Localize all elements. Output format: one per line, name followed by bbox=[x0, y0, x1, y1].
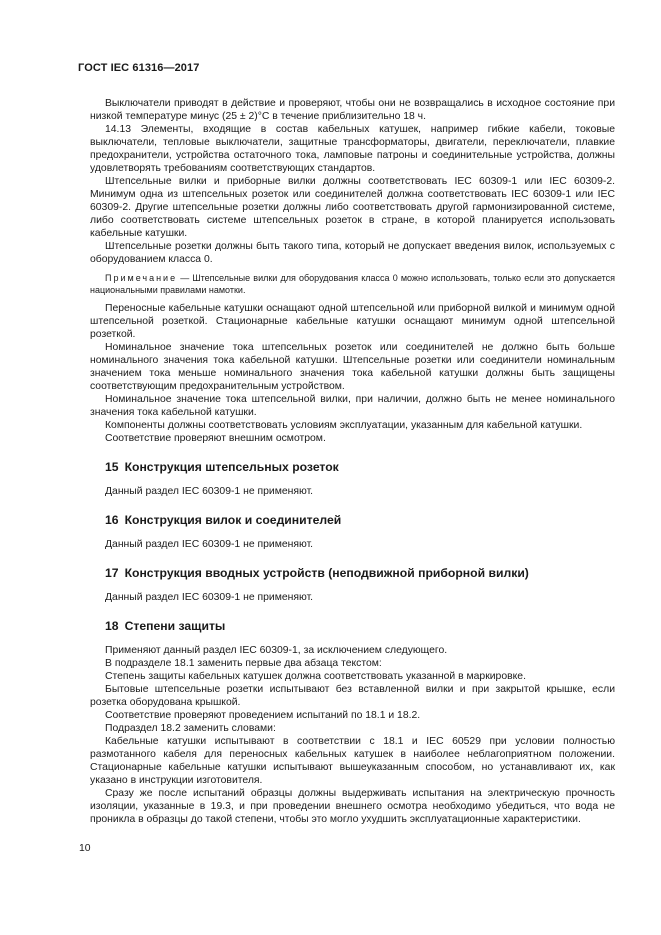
section-heading-15 bbox=[105, 461, 615, 474]
paragraph: Номинальное значение тока штепсельных розеток или соединителей не должно быть больше номинального значения тока кабельной катушки. Штепсельные розетки или соединители номинальным значением тока меньше номинального значения тока кабельной катушки должны быть защищены соответствующим предохранительным устройством. bbox=[90, 342, 615, 392]
paragraph: В подразделе 18.1 заменить первые два абзаца текстом: bbox=[105, 658, 382, 669]
paragraph: Степень защиты кабельных катушек должна соответствовать указанной в маркировке. bbox=[105, 671, 526, 682]
paragraph: Штепсельные розетки должны быть такого типа, который не допускает введения вилок, используемых с оборудованием класса 0. bbox=[90, 241, 615, 265]
section-title: Конструкция вводных устройств (неподвижной приборной вилки) bbox=[124, 566, 529, 580]
paragraph: Подраздел 18.2 заменить словами: bbox=[105, 723, 276, 734]
note-text: — Штепсельные вилки для оборудования класса 0 можно использовать, только если это допускается национальными правилами намотки. bbox=[90, 273, 615, 295]
section-heading-18 bbox=[105, 620, 615, 633]
paragraph: Применяют данный раздел IEC 60309-1, за исключением следующего. bbox=[105, 645, 448, 656]
section-heading-16 bbox=[105, 514, 615, 527]
section-heading-17 bbox=[105, 567, 615, 580]
section-title: Конструкция вилок и соединителей bbox=[124, 513, 342, 527]
paragraph: Кабельные катушки испытывают в соответствии с 18.1 и IEC 60529 при условии полностью размотанного кабеля для переносных кабельных катушек в наиболее неблагоприятном положении. Стационарные кабельные катушки испытывают вышеуказанным способом, но устанавливают их, как указано в инструкции изготовителя. bbox=[90, 736, 615, 786]
paragraph: Данный раздел IEC 60309-1 не применяют. bbox=[105, 486, 314, 497]
paragraph: Бытовые штепсельные розетки испытывают без вставленной вилки и при закрытой крышке, если розетка оборудована крышкой. bbox=[90, 684, 615, 708]
section-number: 16 bbox=[105, 513, 119, 527]
section-title: Конструкция штепсельных розеток bbox=[124, 460, 339, 474]
paragraph: Номинальное значение тока штепсельной вилки, при наличии, должно быть не менее номинального значения тока кабельной катушки. bbox=[90, 394, 615, 418]
paragraph: Соответствие проверяют проведением испытаний по 18.1 и 18.2. bbox=[105, 710, 421, 721]
page-number: 10 bbox=[79, 843, 91, 854]
paragraph: Соответствие проверяют внешним осмотром. bbox=[105, 433, 326, 444]
note-label: Примечание bbox=[105, 273, 178, 283]
section-number: 17 bbox=[105, 566, 119, 580]
paragraph: Переносные кабельные катушки оснащают одной штепсельной или приборной вилкой и минимум одной штепсельной розеткой. Стационарные кабельные катушки оснащают минимум одной штепсельной розеткой. bbox=[90, 303, 615, 340]
paragraph: Данный раздел IEC 60309-1 не применяют. bbox=[105, 539, 314, 550]
document-body bbox=[90, 97, 615, 826]
note bbox=[90, 272, 615, 296]
section-title: Степени защиты bbox=[124, 619, 226, 633]
paragraph: Данный раздел IEC 60309-1 не применяют. bbox=[105, 592, 314, 603]
paragraph: Выключатели приводят в действие и проверяют, чтобы они не возвращались в исходное состояние при низкой температуре минус (25 ± 2)°C в течение приблизительно 18 ч. bbox=[90, 98, 615, 122]
section-number: 15 bbox=[105, 460, 119, 474]
paragraph: Сразу же после испытаний образцы должны выдерживать испытания на электрическую прочность изоляции, указанные в 19.3, и при проведении внешнего осмотра необходимо убедиться, что вода не проникла в образцы до такой степени, чтобы это могло ухудшить эксплуатационные характеристики. bbox=[90, 788, 615, 825]
paragraph: Компоненты должны соответствовать условиям эксплуатации, указанным для кабельной катушки. bbox=[105, 420, 583, 431]
paragraph: 14.13 Элементы, входящие в состав кабельных катушек, например гибкие кабели, токовые выключатели, тепловые выключатели, защитные трансформаторы, двигатели, переключатели, плавкие предохранители, устройства остаточного тока, ламповые патроны и соединительные устройства, должны удовлетворять требованиям соответствующих стандартов. bbox=[90, 124, 615, 174]
document-header: ГОСТ IEC 61316—2017 bbox=[78, 62, 200, 74]
section-number: 18 bbox=[105, 619, 119, 633]
paragraph: Штепсельные вилки и приборные вилки должны соответствовать IEC 60309-1 или IEC 60309-2. Минимум одна из штепсельных розеток или соединителей должна соответствовать IEC 60309-1 или IEC 60309-2. Другие штепсельные розетки должны либо соответствовать другой гармонизированной системе, либо соответствовать системе штепсельных розеток в стране, в которой планируется использовать кабельные катушки. bbox=[90, 176, 615, 239]
